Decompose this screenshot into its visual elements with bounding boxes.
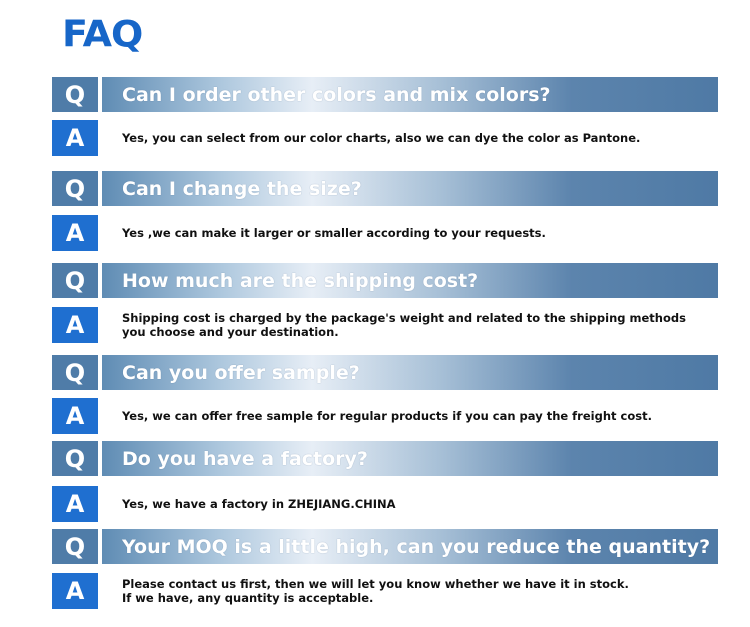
faq-answer-row: [52, 120, 718, 156]
faq-question-row: [52, 77, 718, 112]
answer-text: Shipping cost is charged by the package's weight and related to the shipping methods you choose and your destination.: [122, 311, 686, 339]
faq-answer-row: [52, 398, 718, 434]
answer-badge: A: [52, 215, 98, 251]
answer-text: Yes, you can select from our color charts, also we can dye the color as Pantone.: [122, 131, 641, 145]
question-text: Can I change the size?: [122, 177, 362, 200]
answer-badge: A: [52, 307, 98, 343]
answer-text: Yes, we have a factory in ZHEJIANG.CHINA: [122, 497, 396, 511]
question-badge: Q: [52, 529, 98, 564]
faq-answer-row: [52, 486, 718, 522]
answer-badge: A: [52, 486, 98, 522]
faq-question-row: [52, 441, 718, 476]
answer-badge: A: [52, 398, 98, 434]
faq-question-row: [52, 529, 718, 564]
question-text: Can you offer sample?: [122, 361, 360, 384]
question-badge: Q: [52, 263, 98, 298]
question-text: Do you have a factory?: [122, 447, 368, 470]
question-text: Your MOQ is a little high, can you reduce the quantity?: [122, 535, 711, 558]
faq-answer-row: [52, 215, 718, 251]
faq-list: [52, 0, 718, 627]
faq-answer-row: [52, 307, 718, 343]
question-badge: Q: [52, 355, 98, 390]
answer-badge: A: [52, 573, 98, 609]
question-badge: Q: [52, 77, 98, 112]
faq-question-row: [52, 263, 718, 298]
faq-question-row: [52, 171, 718, 206]
question-badge: Q: [52, 171, 98, 206]
question-text: How much are the shipping cost?: [122, 269, 479, 292]
answer-badge: A: [52, 120, 98, 156]
answer-line: If we have, any quantity is acceptable.: [122, 591, 374, 605]
question-badge: Q: [52, 441, 98, 476]
answer-text: Yes, we can offer free sample for regular products if you can pay the freight cost.: [122, 409, 652, 423]
faq-answer-row: [52, 573, 718, 609]
answer-line: Please contact us first, then we will let you know whether we have it in stock.: [122, 577, 629, 591]
page-title: FAQ: [62, 13, 143, 55]
answer-text: [122, 573, 712, 609]
faq-question-row: [52, 355, 718, 390]
question-text: Can I order other colors and mix colors?: [122, 83, 551, 106]
answer-text: Yes ,we can make it larger or smaller according to your requests.: [122, 226, 546, 240]
